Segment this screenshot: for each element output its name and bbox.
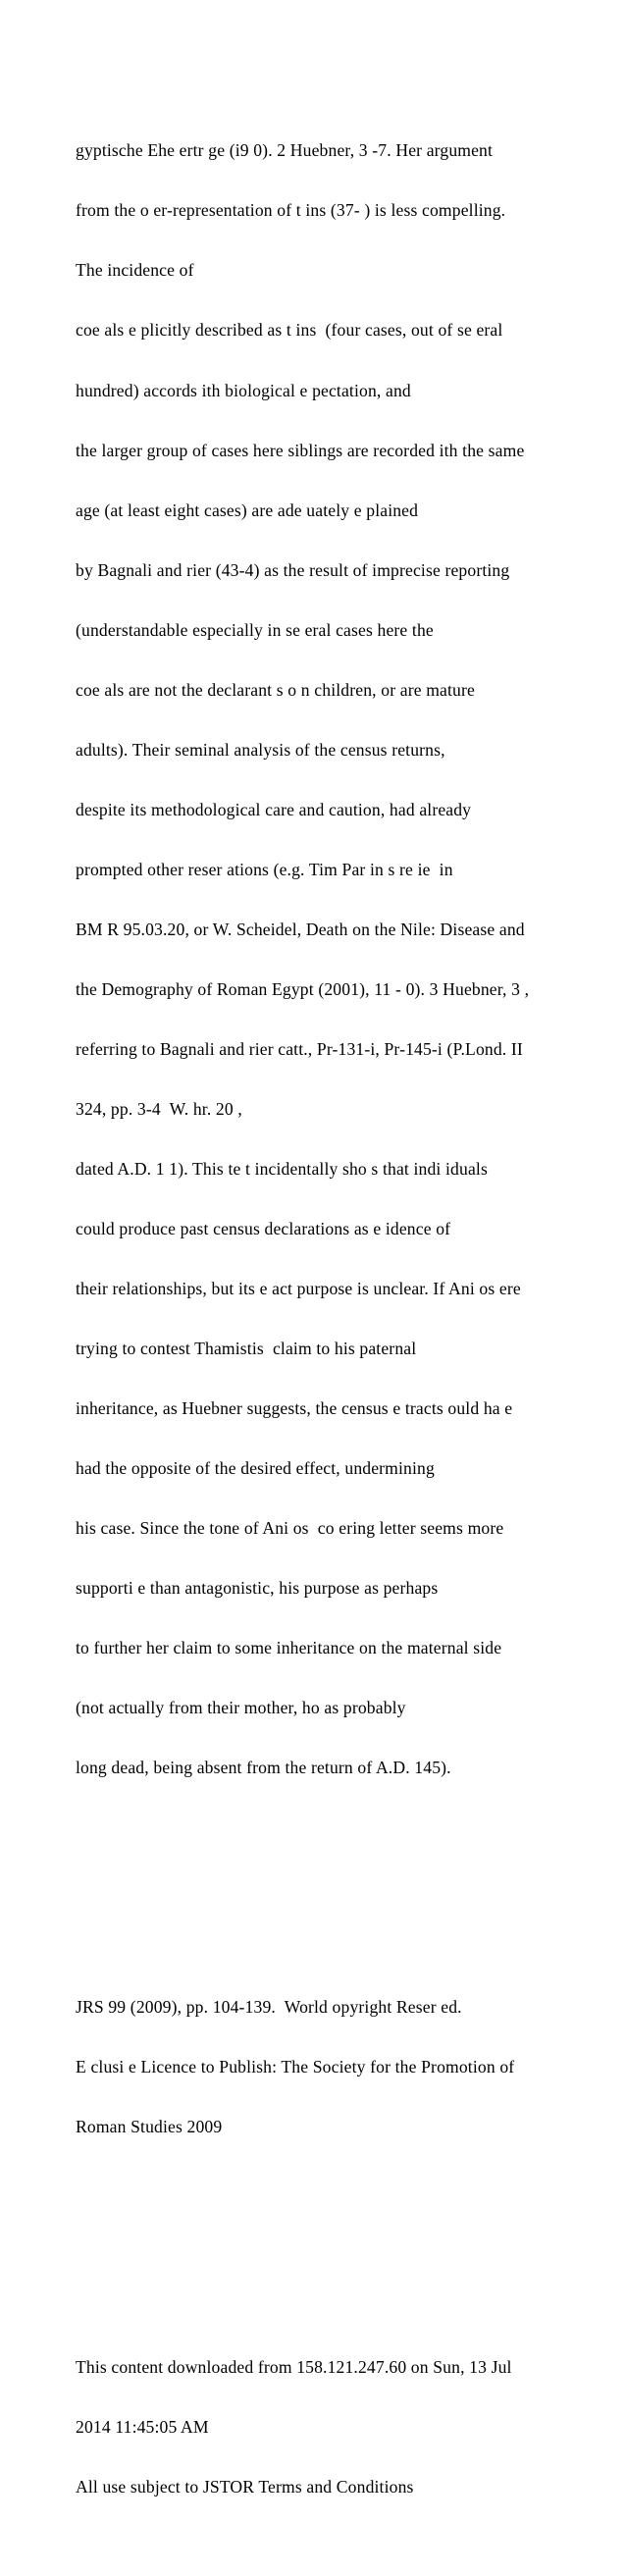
body-line: hundred) accords ith biological e pectation, and: [76, 380, 411, 400]
notice-line: All use subject to JSTOR Terms and Conditions: [76, 2476, 414, 2497]
download-notice: [76, 2317, 610, 2537]
body-paragraph: [76, 101, 610, 1818]
citation-line: JRS 99 (2009), pp. 104-139. World opyright Reser ed.: [76, 1997, 462, 2018]
body-line: to further her claim to some inheritance on the maternal side: [76, 1638, 502, 1658]
document-text: [76, 61, 610, 2576]
body-line: had the opposite of the desired effect, undermining: [76, 1458, 435, 1479]
body-line: inheritance, as Huebner suggests, the census e tracts ould ha e: [76, 1398, 513, 1419]
body-line: prompted other reser ations (e.g. Tim Par in s re ie in: [76, 859, 453, 879]
body-line: by Bagnali and rier (43-4) as the result of imprecise reporting: [76, 559, 510, 580]
body-line: 324, pp. 3-4 W. hr. 20 ,: [76, 1098, 242, 1119]
body-line: (understandable especially in se eral cases here the: [76, 619, 434, 640]
body-line: long dead, being absent from the return of A.D. 145).: [76, 1758, 451, 1778]
body-line: the larger group of cases here siblings are recorded ith the same: [76, 440, 525, 460]
body-line: dated A.D. 1 1). This te t incidentally sho s that indi iduals: [76, 1158, 488, 1179]
body-line: coe als are not the declarant s o n children, or are mature: [76, 679, 475, 700]
body-line: adults). Their seminal analysis of the census returns,: [76, 739, 445, 760]
body-line: supporti e than antagonistic, his purpose as perhaps: [76, 1578, 439, 1599]
body-line: gyptische Ehe ertr ge (i9 0). 2 Huebner, 3 -7. Her argument: [76, 140, 494, 161]
citation-block: [76, 1958, 610, 2178]
body-line: their relationships, but its e act purpose is unclear. If Ani os ere: [76, 1278, 521, 1298]
body-line: BM R 95.03.20, or W. Scheidel, Death on the Nile: Disease and: [76, 919, 525, 939]
body-line: age (at least eight cases) are ade uately e plained: [76, 499, 419, 520]
body-line: The incidence of: [76, 260, 194, 281]
body-line: could produce past census declarations as e idence of: [76, 1218, 451, 1238]
body-line: the Demography of Roman Egypt (2001), 11 - 0). 3 Huebner, 3 ,: [76, 978, 530, 999]
notice-line: This content downloaded from 158.121.247.60 on Sun, 13 Jul: [76, 2356, 512, 2377]
paragraph-spacer: [76, 2236, 610, 2256]
paragraph-spacer: [76, 1877, 610, 1897]
notice-line: 2014 11:45:05 AM: [76, 2416, 209, 2437]
citation-line: E clusi e Licence to Publish: The Society for the Promotion of: [76, 2057, 515, 2077]
body-line: referring to Bagnali and rier catt., Pr-131-i, Pr-145-i (P.Lond. II: [76, 1038, 523, 1059]
body-line: (not actually from their mother, ho as probably: [76, 1698, 406, 1718]
citation-line: Roman Studies 2009: [76, 2117, 223, 2137]
body-line: coe als e plicitly described as t ins (four cases, out of se eral: [76, 320, 503, 341]
body-line: from the o er-representation of t ins (37- ) is less compelling.: [76, 200, 506, 221]
body-line: his case. Since the tone of Ani os co ering letter seems more: [76, 1518, 504, 1539]
body-line: despite its methodological care and caution, had already: [76, 799, 472, 819]
body-line: trying to contest Thamistis claim to his paternal: [76, 1339, 417, 1358]
